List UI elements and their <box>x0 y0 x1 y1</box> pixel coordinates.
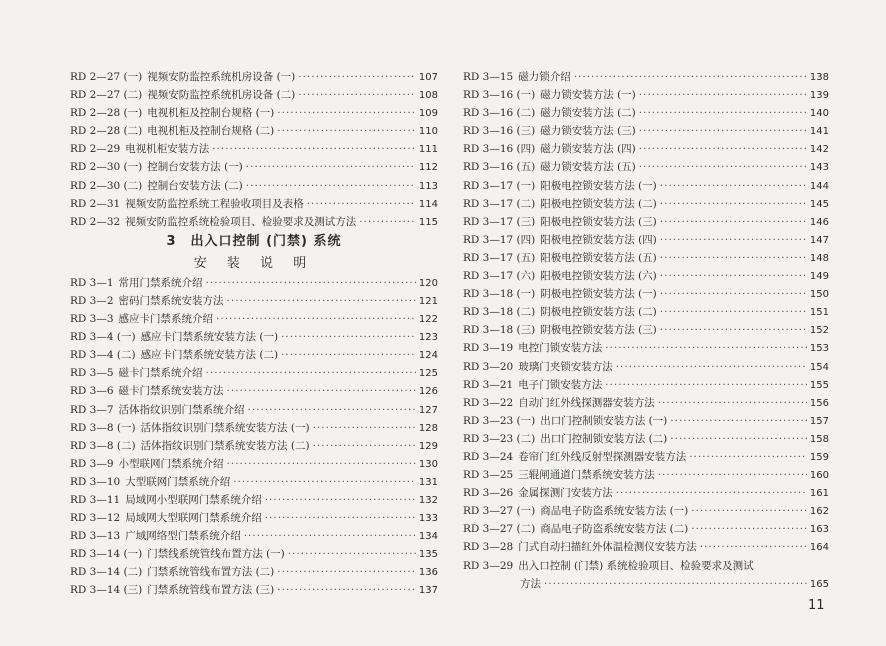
toc-entry <box>70 158 438 176</box>
toc-entry <box>463 484 829 502</box>
leader-dots <box>298 68 416 86</box>
entry-code: RD 3—12 <box>70 512 121 525</box>
entry-code: RD 2—28 (一) <box>70 107 143 120</box>
leader-dots <box>700 538 807 556</box>
toc-group-rd3-left <box>70 274 438 600</box>
entry-title: 门禁线系统管线布置方法 (一) <box>147 548 285 561</box>
entry-title: 电视机柜安装方法 <box>125 143 210 156</box>
entry-code: RD 3—4 (二) <box>70 349 136 362</box>
entry-title: 磁卡门禁系统安装方法 <box>118 385 224 398</box>
leader-dots <box>359 213 416 231</box>
entry-page: 160 <box>809 470 829 482</box>
entry-page: 156 <box>809 397 829 409</box>
leader-dots <box>307 195 416 213</box>
leader-dots <box>639 86 807 104</box>
entry-title: 阳极电控锁安装方法 (二) <box>540 197 657 210</box>
entry-page: 148 <box>809 252 829 264</box>
toc-entry <box>463 502 829 520</box>
leader-dots <box>313 419 416 437</box>
entry-code: RD 3—17 (一) <box>463 179 536 192</box>
leader-dots <box>233 473 416 491</box>
entry-title: 活体指纹识别门禁系统安装方法 (一) <box>140 421 310 434</box>
leader-dots <box>227 455 416 473</box>
entry-title: 电视机柜及控制台规格 (二) <box>147 125 275 138</box>
toc-entry <box>70 455 438 473</box>
entry-code: RD 3—3 <box>70 313 114 326</box>
leader-dots <box>660 249 807 267</box>
entry-title: 磁卡门禁系统介绍 <box>118 367 203 380</box>
entry-code: RD 2—31 <box>70 197 121 210</box>
leader-dots <box>660 213 807 231</box>
entry-page: 141 <box>809 126 829 138</box>
entry-page: 142 <box>809 144 829 156</box>
entry-code: RD 3—17 (三) <box>463 215 536 228</box>
entry-page: 153 <box>809 343 829 355</box>
leader-dots <box>227 292 416 310</box>
entry-title: 电视机柜及控制台规格 (一) <box>147 107 275 120</box>
entry-page: 162 <box>809 506 829 518</box>
entry-title: 玻璃门夹锁安装方法 <box>518 360 613 373</box>
toc-entry <box>463 285 829 303</box>
toc-entry <box>70 310 438 328</box>
entry-code: RD 3—2 <box>70 294 114 307</box>
entry-page: 127 <box>418 404 438 416</box>
entry-page: 154 <box>809 361 829 373</box>
toc-group-rd2 <box>70 68 438 231</box>
leader-dots <box>691 520 807 538</box>
leader-dots <box>281 346 416 364</box>
entry-title: 大型联网门禁系统介绍 <box>125 475 231 488</box>
entry-title: 商品电子防盗系统安装方法 (一) <box>540 505 689 518</box>
entry-title: 门式自动扫描红外体温检测仪安装方法 <box>518 541 697 554</box>
entry-code: RD 3—17 (五) <box>463 251 536 264</box>
page-number: 11 <box>808 598 825 613</box>
toc-entry <box>463 538 829 556</box>
leader-dots <box>277 581 416 599</box>
entry-code: RD 3—14 (二) <box>70 566 143 579</box>
toc-entry <box>463 448 829 466</box>
entry-page: 133 <box>418 513 438 525</box>
entry-page: 164 <box>809 542 829 554</box>
entry-code: RD 3—11 <box>70 493 121 506</box>
entry-title: 活体指纹识别门禁系统安装方法 (二) <box>140 439 310 452</box>
entry-code: RD 3—15 <box>463 71 514 83</box>
leader-dots <box>281 328 416 346</box>
entry-code: RD 3—16 (三) <box>463 125 536 138</box>
section-heading: 3 出入口控制 (门禁) 系统 <box>166 233 342 249</box>
entry-title: 磁力锁安装方法 (一) <box>540 89 636 102</box>
leader-dots <box>265 491 416 509</box>
leader-dots <box>616 484 807 502</box>
toc-entry <box>463 158 829 176</box>
entry-title: 阳极电控锁安装方法 (三) <box>540 215 657 228</box>
entry-title: 视频安防监控系统检验项目、检验要求及测试方法 <box>125 215 357 228</box>
toc-entry <box>70 419 438 437</box>
toc-entry <box>70 122 438 140</box>
toc-entry <box>463 68 829 86</box>
leader-dots <box>660 231 807 249</box>
entry-page: 155 <box>809 379 829 391</box>
entry-code: RD 3—13 <box>70 530 121 543</box>
entry-code: RD 2—28 (二) <box>70 125 143 138</box>
leader-dots <box>246 177 416 195</box>
entry-title: 磁力锁介绍 <box>518 71 571 83</box>
toc-group-rd3-right <box>463 68 829 557</box>
leader-dots <box>670 430 807 448</box>
entry-code: RD 3—10 <box>70 475 121 488</box>
toc-entry <box>463 339 829 357</box>
entry-title: 视频安防监控系统机房设备 (一) <box>147 71 296 83</box>
entry-page: 123 <box>418 332 438 344</box>
entry-title: 卷帘门红外线反射型探测器安装方法 <box>518 450 687 463</box>
entry-title: 阴极电控锁安装方法 (二) <box>540 306 657 319</box>
toc-entry <box>70 491 438 509</box>
entry-code: RD 3—17 (四) <box>463 233 536 246</box>
entry-page: 130 <box>418 458 438 470</box>
toc-entry <box>463 267 829 285</box>
entry-title: 门禁系统管线布置方法 (三) <box>147 584 275 597</box>
leader-dots <box>574 68 807 86</box>
leader-dots <box>288 545 416 563</box>
toc-entry <box>463 358 829 376</box>
leader-dots <box>277 104 416 122</box>
leader-dots <box>605 376 807 394</box>
toc-entry <box>70 527 438 545</box>
toc-entry <box>463 195 829 213</box>
toc-entry <box>70 177 438 195</box>
entry-page: 145 <box>809 198 829 210</box>
entry-title: 密码门禁系统安装方法 <box>118 294 224 307</box>
leader-dots <box>216 310 416 328</box>
entry-code: RD 3—4 (一) <box>70 331 136 344</box>
leader-dots <box>616 358 807 376</box>
entry-title: 控制台安装方法 (一) <box>147 161 243 174</box>
entry-page: 135 <box>418 549 438 561</box>
entry-page: 139 <box>809 90 829 102</box>
toc-entry <box>463 394 829 412</box>
entry-page: 124 <box>418 350 438 362</box>
toc-entry <box>70 328 438 346</box>
toc-entry <box>70 545 438 563</box>
leader-dots <box>313 437 416 455</box>
entry-title: 磁力锁安装方法 (五) <box>540 161 636 174</box>
entry-title: 视频安防监控系统机房设备 (二) <box>147 89 296 102</box>
entry-code: RD 3—28 <box>463 541 514 554</box>
entry-page: 140 <box>809 108 829 120</box>
entry-code: RD 3—9 <box>70 457 114 470</box>
toc-entry <box>463 557 829 575</box>
entry-code: RD 3—27 (一) <box>463 505 536 518</box>
leader-dots <box>298 86 416 104</box>
leader-dots <box>691 502 807 520</box>
entry-code: RD 2—27 (一) <box>70 71 143 83</box>
toc-entry <box>463 140 829 158</box>
entry-code: RD 3—18 (一) <box>463 288 536 301</box>
leader-dots <box>244 527 416 545</box>
toc-entry <box>463 249 829 267</box>
entry-page: 146 <box>809 216 829 228</box>
entry-title: 金属探测门安装方法 <box>518 487 613 500</box>
toc-entry <box>70 213 438 231</box>
entry-title: 感应卡门禁系统安装方法 (二) <box>140 349 279 362</box>
entry-title: 磁力锁安装方法 (三) <box>540 125 636 138</box>
entry-code: RD 3—21 <box>463 378 514 391</box>
toc-entry <box>70 437 438 455</box>
entry-code: RD 3—5 <box>70 367 114 380</box>
entry-title: 磁力锁安装方法 (二) <box>540 107 636 120</box>
entry-title: 阳极电控锁安装方法 (四) <box>540 233 657 246</box>
toc-entry <box>70 68 438 86</box>
toc-entry <box>70 509 438 527</box>
leader-dots <box>660 177 807 195</box>
leader-dots <box>265 509 416 527</box>
toc-entry <box>463 213 829 231</box>
leader-dots <box>660 267 807 285</box>
entry-code: RD 3—17 (六) <box>463 270 536 283</box>
entry-code: RD 3—8 (二) <box>70 439 136 452</box>
leader-dots <box>658 466 807 484</box>
entry-page: 110 <box>418 126 438 138</box>
entry-page: 122 <box>418 314 438 326</box>
entry-code: RD 3—14 (三) <box>70 584 143 597</box>
leader-dots <box>689 448 807 466</box>
entry-code: RD 3—16 (五) <box>463 161 536 174</box>
entry-title: 阴极电控锁安装方法 (一) <box>540 288 657 301</box>
leader-dots <box>212 140 416 158</box>
entry-page: 132 <box>418 494 438 506</box>
entry-code: RD 3—17 (二) <box>463 197 536 210</box>
entry-title: 常用门禁系统介绍 <box>118 276 203 289</box>
entry-code: RD 3—29 <box>463 559 514 572</box>
entry-page: 126 <box>418 386 438 398</box>
entry-code: RD 2—30 (二) <box>70 179 143 192</box>
leader-dots <box>227 382 416 400</box>
leader-dots <box>605 339 807 357</box>
leader-dots <box>544 575 807 593</box>
leader-dots <box>639 140 807 158</box>
toc-entry <box>70 86 438 104</box>
entry-title: 阳极电控锁安装方法 (一) <box>540 179 657 192</box>
entry-page: 128 <box>418 422 438 434</box>
toc-entry <box>70 563 438 581</box>
entry-page: 163 <box>809 524 829 536</box>
toc-entry <box>70 473 438 491</box>
entry-code: RD 2—30 (一) <box>70 161 143 174</box>
entry-code: RD 3—19 <box>463 342 514 355</box>
entry-title: 阳极电控锁安装方法 (五) <box>540 251 657 264</box>
entry-title: 感应卡门禁系统安装方法 (一) <box>140 331 279 344</box>
entry-page: 152 <box>809 325 829 337</box>
toc-entry <box>70 401 438 419</box>
entry-title: 局域网大型联网门禁系统介绍 <box>125 512 262 525</box>
leader-dots <box>277 122 416 140</box>
entry-page: 147 <box>809 234 829 246</box>
entry-code: RD 3—16 (四) <box>463 143 536 156</box>
leader-dots <box>277 563 416 581</box>
entry-code: RD 3—8 (一) <box>70 421 136 434</box>
entry-code: RD 3—18 (二) <box>463 306 536 319</box>
entry-page: 121 <box>418 295 438 307</box>
toc-entry <box>463 520 829 538</box>
entry-page: 113 <box>418 180 438 192</box>
leader-dots <box>658 394 807 412</box>
entry-title: 磁力锁安装方法 (四) <box>540 143 636 156</box>
entry-page: 131 <box>418 476 438 488</box>
section-subheading: 安 装 说 明 <box>193 255 315 271</box>
entry-title: 三辊闸通道门禁系统安装方法 <box>518 469 655 482</box>
entry-title: 阴极电控锁安装方法 (三) <box>540 324 657 337</box>
toc-entry <box>463 303 829 321</box>
entry-page: 125 <box>418 368 438 380</box>
toc-entry <box>70 382 438 400</box>
entry-title: 出口门控制锁安装方法 (一) <box>540 414 668 427</box>
entry-page: 144 <box>809 180 829 192</box>
entry-code: RD 3—1 <box>70 276 114 289</box>
entry-page: 129 <box>418 440 438 452</box>
entry-code: RD 2—27 (二) <box>70 89 143 102</box>
toc-entry <box>463 122 829 140</box>
entry-page: 150 <box>809 289 829 301</box>
entry-code: RD 3—7 <box>70 403 114 416</box>
leader-dots <box>660 321 807 339</box>
entry-code: RD 3—22 <box>463 396 514 409</box>
toc-entry <box>463 412 829 430</box>
entry-page: 115 <box>418 216 438 228</box>
entry-title-continued: 方法 <box>520 577 541 590</box>
entry-page: 112 <box>418 162 438 174</box>
toc-entry <box>463 430 829 448</box>
toc-entry <box>70 364 438 382</box>
entry-title: 活体指纹识别门禁系统介绍 <box>118 403 245 416</box>
toc-entry <box>463 231 829 249</box>
entry-page: 149 <box>809 271 829 283</box>
entry-page: 107 <box>418 72 438 83</box>
entry-page: 143 <box>809 162 829 174</box>
toc-entry-continuation <box>463 575 829 593</box>
entry-page: 151 <box>809 307 829 319</box>
toc-entry <box>70 140 438 158</box>
toc-entry <box>70 274 438 292</box>
leader-dots <box>639 158 807 176</box>
entry-page: 120 <box>418 277 438 289</box>
entry-page: 134 <box>418 531 438 543</box>
leader-dots <box>206 364 416 382</box>
entry-code: RD 3—27 (二) <box>463 523 536 536</box>
leader-dots <box>670 412 807 430</box>
entry-title: 阳极电控锁安装方法 (六) <box>540 270 657 283</box>
entry-code: RD 3—26 <box>463 487 514 500</box>
toc-entry <box>70 104 438 122</box>
entry-title: 小型联网门禁系统介绍 <box>118 457 224 470</box>
toc-entry <box>463 86 829 104</box>
entry-code: RD 3—25 <box>463 469 514 482</box>
entry-code: RD 2—32 <box>70 215 121 228</box>
leader-dots <box>660 303 807 321</box>
entry-code: RD 3—23 (二) <box>463 432 536 445</box>
entry-title: 电控门锁安装方法 <box>518 342 603 355</box>
entry-page: 109 <box>418 108 438 120</box>
leader-dots <box>660 195 807 213</box>
leader-dots <box>248 401 416 419</box>
toc-entry <box>463 177 829 195</box>
entry-page: 108 <box>418 90 438 102</box>
toc-entry <box>463 376 829 394</box>
entry-page: 161 <box>809 488 829 500</box>
entry-title: 门禁系统管线布置方法 (二) <box>147 566 275 579</box>
entry-page: 165 <box>809 578 829 590</box>
entry-code: RD 3—23 (一) <box>463 414 536 427</box>
toc-entry <box>463 466 829 484</box>
entry-page: 138 <box>809 72 829 83</box>
toc-left-column <box>70 68 438 600</box>
entry-page: 114 <box>418 198 438 210</box>
entry-code: RD 2—29 <box>70 143 121 156</box>
entry-title: 出口门控制锁安装方法 (二) <box>540 432 668 445</box>
entry-code: RD 3—6 <box>70 385 114 398</box>
toc-right-column <box>463 68 829 593</box>
entry-code: RD 3—14 (一) <box>70 548 143 561</box>
entry-code: RD 3—16 (一) <box>463 89 536 102</box>
leader-dots <box>639 122 807 140</box>
toc-entry <box>463 104 829 122</box>
entry-code: RD 3—18 (三) <box>463 324 536 337</box>
entry-title: 出入口控制 (门禁) 系统检验项目、检验要求及测试 <box>518 559 754 572</box>
entry-page: 158 <box>809 433 829 445</box>
entry-page: 157 <box>809 415 829 427</box>
entry-title: 感应卡门禁系统介绍 <box>118 313 214 326</box>
toc-entry <box>70 581 438 599</box>
entry-title: 自动门红外线探测器安装方法 <box>518 396 655 409</box>
leader-dots <box>639 104 807 122</box>
entry-title: 局域网小型联网门禁系统介绍 <box>125 493 262 506</box>
entry-title: 商品电子防盗系统安装方法 (二) <box>540 523 689 536</box>
entry-page: 136 <box>418 567 438 579</box>
entry-title: 视频安防监控系统工程验收项目及表格 <box>125 197 304 210</box>
toc-entry <box>70 346 438 364</box>
entry-page: 159 <box>809 451 829 463</box>
entry-title: 控制台安装方法 (二) <box>147 179 243 192</box>
toc-entry <box>70 292 438 310</box>
entry-code: RD 3—24 <box>463 450 514 463</box>
entry-page: 137 <box>418 585 438 597</box>
toc-entry <box>463 321 829 339</box>
leader-dots <box>206 274 416 292</box>
leader-dots <box>660 285 807 303</box>
entry-title: 电子门锁安装方法 <box>518 378 603 391</box>
entry-page: 111 <box>418 144 438 156</box>
entry-code: RD 3—16 (二) <box>463 107 536 120</box>
toc-entry <box>70 195 438 213</box>
entry-title: 广域网络型门禁系统介绍 <box>125 530 241 543</box>
entry-code: RD 3—20 <box>463 360 514 373</box>
leader-dots <box>246 158 416 176</box>
